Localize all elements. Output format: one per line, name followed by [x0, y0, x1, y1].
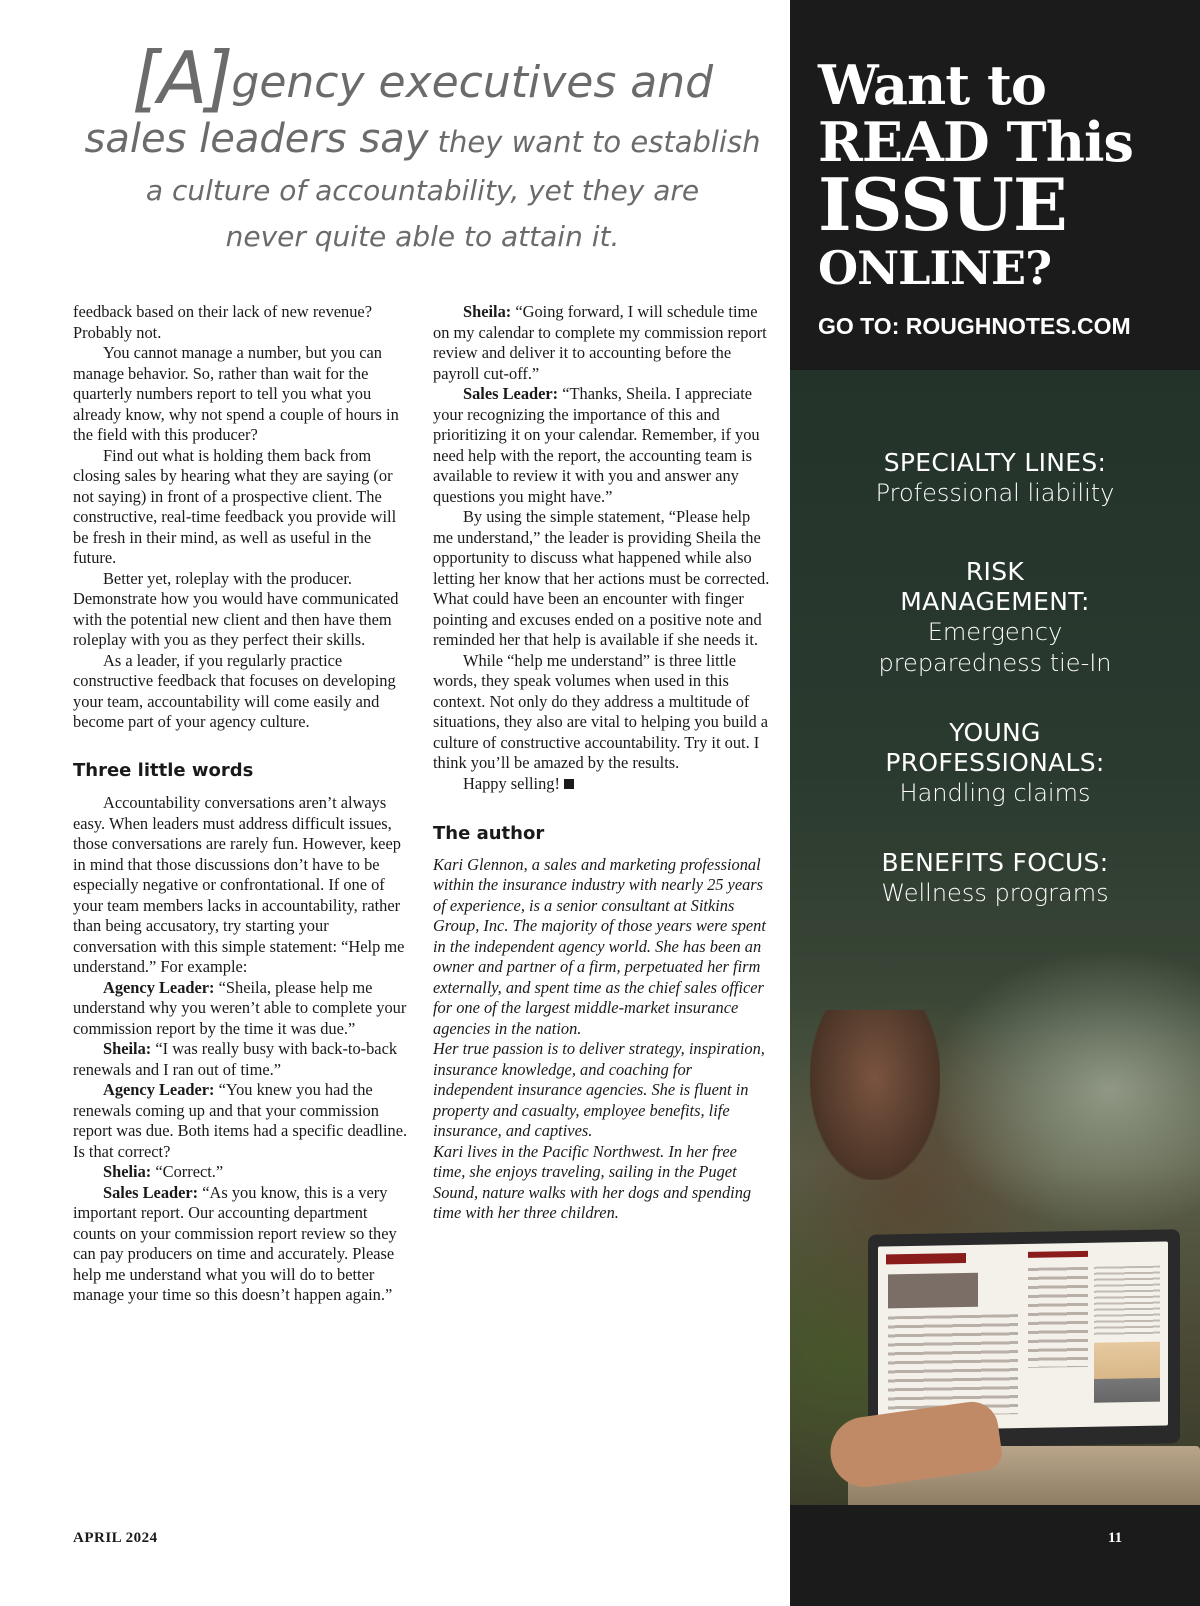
magazine-preview-image [878, 1241, 1168, 1430]
dialogue-line: Agency Leader: “Sheila, please help me understand why you weren’t able to complete your commission report by the time it was due.” [73, 977, 407, 1038]
pull-quote-line-2-small: they want to establish [428, 125, 761, 159]
promo-header [790, 0, 1200, 370]
pull-quote-line-2-large: sales leaders say [84, 116, 429, 162]
author-heading: The author [433, 823, 545, 844]
promo-background-photo [790, 370, 1200, 1505]
author-bio: Kari lives in the Pacific Northwest. In her free time, she enjoys traveling, sailing in the Puget Sound, nature walks with her dogs and spending time with her three children. [433, 1141, 752, 1222]
pull-quote [60, 36, 785, 260]
speaker: Sheila: [103, 1039, 152, 1058]
paragraph: Better yet, roleplay with the producer. Demonstrate how you would have communicated with the potential new client and then have them roleplay with you as they perfect their skills. [73, 568, 399, 649]
footer-issue-date: APRIL 2024 [73, 1530, 158, 1546]
paragraph: By using the simple statement, “Please help me understand,” the leader is providing Sheila the opportunity to discuss what happened while also letting her know that her actions must be corrected. What could have been an encounter with finger pointing and excuses ended on a positive note and reminded her that help is available if she needs it. [433, 507, 770, 649]
speaker: Sales Leader: [103, 1182, 199, 1202]
paragraph: As a leader, if you regularly practice constructive feedback that focuses on developing your team, accountability will come easily and become part of your agency culture. [73, 650, 396, 731]
dialogue-line: Sheila: “Going forward, I will schedule time on my calendar to complete my commission report review and deliver it to accounting before the payroll cut-off.” [433, 302, 767, 383]
pull-quote-line-3: a culture of accountability, yet they are [145, 174, 700, 207]
speaker: Shelia: [103, 1162, 152, 1181]
promo-topic: BENEFITS FOCUS: Wellness programs [881, 848, 1109, 907]
person-silhouette [810, 1010, 940, 1180]
speaker: Agency Leader: [103, 1080, 215, 1099]
section-heading: Three little words [73, 759, 254, 781]
pull-quote-line-1: gency executives and [231, 57, 714, 108]
promo-topic: RISK MANAGEMENT: Emergency preparedness tie-In [878, 557, 1112, 677]
page-number: 11 [1108, 1530, 1123, 1546]
paragraph: Happy selling! [433, 774, 773, 795]
speaker: Sales Leader: [463, 384, 559, 403]
paragraph: Find out what is holding them back from closing sales by hearing what they are saying (or not saying) in front of a prospective client. The constructive, real-time feedback you provide will be fresh in their mind, as well as useful in the future. [73, 445, 397, 567]
article-column-middle [433, 302, 773, 1224]
promo-title: Want to READ This ISSUE ONLINE? [818, 53, 1133, 295]
dialogue-line: Agency Leader: “You knew you had the renewals coming up and that your commission report was due. Both items had a specific deadline. Is that correct? [73, 1080, 408, 1161]
paragraph: While “help me understand” is three little words, they speak volumes when used in this context. Not only do they address a multitude of situations, they also are vital to helping you build a culture of constructive accountability. Try it out. I think you’ll be amazed by the results. [433, 650, 769, 772]
author-bio: Kari Glennon, a sales and marketing professional within the insurance industry with nearly 25 years of experience, is a senior consultant at Sitkins Group, Inc. The majority of those years were spent in the independent agency world. She has been an owner and partner of a firm, perpetuated her firm externally, and spent time as the chief sales officer for one of the largest middle-market insurance agencies in the nation. [433, 854, 766, 1038]
speaker: Sheila: [463, 302, 512, 321]
article-column-left [73, 302, 413, 1306]
promo-website-link[interactable]: GO TO: ROUGHNOTES.COM [818, 313, 1131, 339]
dialogue-line: Shelia: “Correct.” [103, 1162, 224, 1181]
end-of-article-square-icon [564, 779, 574, 789]
pull-quote-line-4: never quite able to attain it. [225, 220, 620, 253]
dialogue-line: Sales Leader: “As you know, this is a very important report. Our accounting department counts on your commission report review so they can pay producers on time and accurately. Please help me understand what you will do to better manage your time so this doesn’t happen again.” [73, 1182, 397, 1304]
dialogue-line: Sheila: “I was really busy with back-to-back renewals and I ran out of time.” [73, 1039, 398, 1079]
promo-topic: SPECIALTY LINES: Professional liability [875, 448, 1115, 507]
paragraph: You cannot manage a number, but you can manage behavior. So, rather than wait for the quarterly numbers report to tell you what you already know, why not spend a couple of hours in the field with this producer? [73, 343, 399, 444]
paragraph: Accountability conversations aren’t always easy. When leaders must address difficult issues, those conversations are rarely fun. However, keep in mind that those discussions don’t have to be especially negative or confrontational. If one of your team members lacks in accountability, rather than being accusatory, try starting your conversation with this simple statement: “Help me understand.” For example: [73, 793, 405, 976]
author-bio: Her true passion is to deliver strategy, inspiration, insurance knowledge, and coaching for independent insurance agencies. She is fluent in property and casualty, employee benefits, life insurance, and captives. [433, 1039, 765, 1140]
pull-quote-drop-letter: [A] [131, 36, 232, 120]
promo-footer-bar [790, 1505, 1200, 1606]
dialogue-line: Sales Leader: “Thanks, Sheila. I appreciate your recognizing the importance of this and prioritizing it on your calendar. Remember, if you need help with the report, the accounting team is available to review it with you and answer any questions you might have.” [433, 384, 760, 506]
paragraph: feedback based on their lack of new revenue? Probably not. [73, 302, 372, 342]
speaker: Agency Leader: [103, 977, 215, 997]
promo-panel [790, 0, 1200, 1606]
promo-topic: YOUNG PROFESSIONALS: Handling claims [885, 718, 1105, 807]
